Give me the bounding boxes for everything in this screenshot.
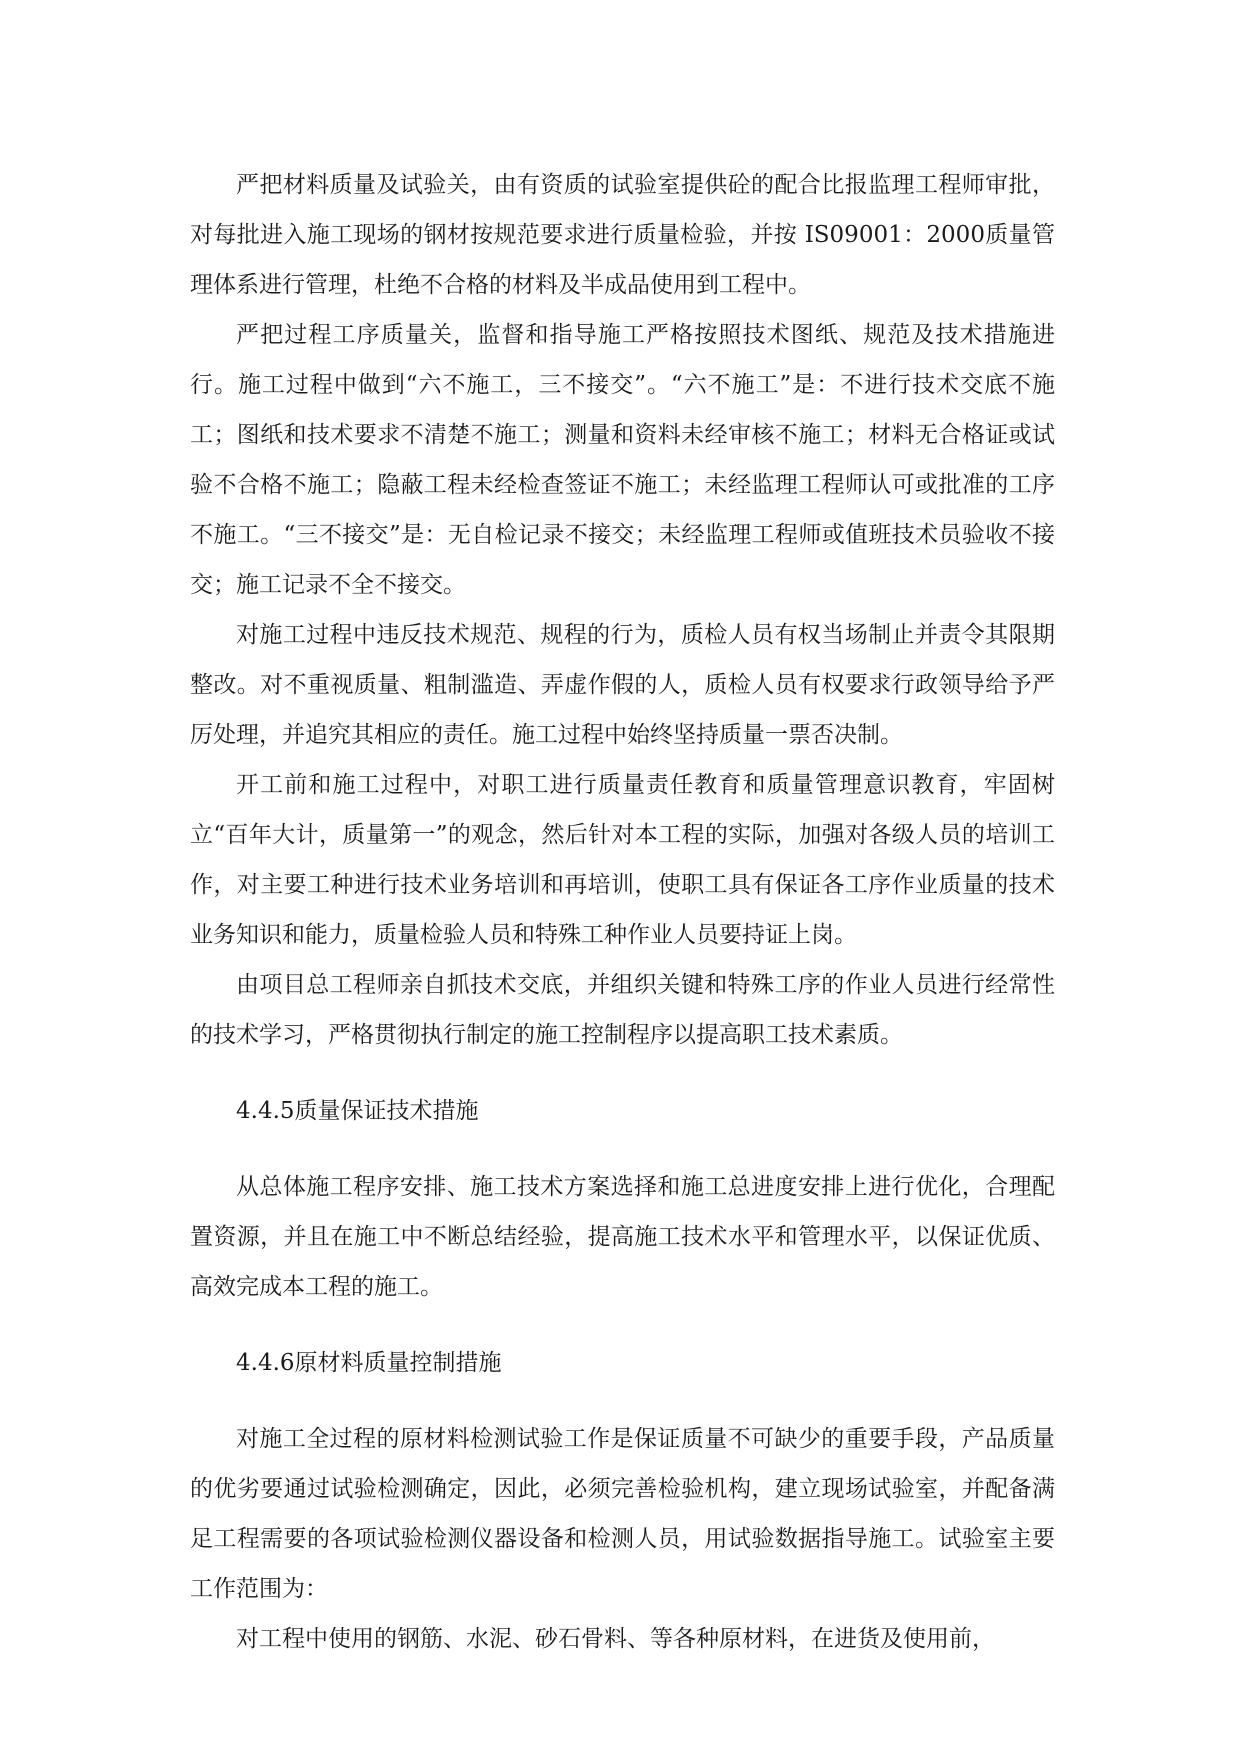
paragraph-raw-materials: 对工程中使用的钢筋、水泥、砂石骨料、等各种原材料，在进货及使用前， [236, 1626, 995, 1652]
paragraph-optimization: 从总体施工程序安排、施工技术方案选择和施工总进度安排上进行优化，合理配置资源，并且在施工中不断总结经验，提高施工技术水平和管理水平，以保证优质、高效完成本工程的施工。 [190, 1174, 1055, 1300]
paragraph-process-quality: 严把过程工序质量关，监督和指导施工严格按照技术图纸、规范及技术措施进行。施工过程中做到“六不施工，三不接交”。“六不施工”是：不进行技术交底不施工；图纸和技术要求不清楚不施工；测量和资料未经审核不施工；材料无合格证或试验不合格不施工；隐蔽工程未经检查签证不施工；未经监理工程师认可或批准的工序不施工。“三不接交”是：无自检记录不接交；未经监理工程师或值班技术员验收不接交；施工记录不全不接交。 [190, 322, 1055, 598]
section-heading-4-4-5: 4.4.5质量保证技术措施 [236, 1098, 479, 1124]
paragraph-staff-training: 开工前和施工过程中，对职工进行质量责任教育和质量管理意识教育，牢固树立“百年大计，质量第一”的观念，然后针对本工程的实际，加强对各级人员的培训工作，对主要工种进行技术业务培训和再培训，使职工具有保证各工序作业质量的技术业务知识和能力，质量检验人员和特殊工种作业人员要持证上岗。 [190, 772, 1055, 948]
paragraph-violation-handling: 对施工过程中违反技术规范、规程的行为，质检人员有权当场制止并责令其限期整改。对不重视质量、粗制滥造、弄虚作假的人，质检人员有权要求行政领导给予严厉处理，并追究其相应的责任。施工过程中始终坚持质量一票否决制。 [190, 622, 1055, 748]
paragraph-technical-disclosure: 由项目总工程师亲自抓技术交底，并组织关键和特殊工序的作业人员进行经常性的技术学习，严格贯彻执行制定的施工控制程序以提高职工技术素质。 [190, 972, 1055, 1048]
document-body [190, 160, 1055, 1664]
section-heading-4-4-6: 4.4.6原材料质量控制措施 [236, 1350, 502, 1376]
paragraph-material-quality: 严把材料质量及试验关，由有资质的试验室提供砼的配合比报监理工程师审批，对每批进入施工现场的钢材按规范要求进行质量检验，并按 IS09001：2000质量管理体系进行管理，杜绝不合格的材料及半成品使用到工程中。 [190, 172, 1055, 298]
paragraph-testing-work: 对施工全过程的原材料检测试验工作是保证质量不可缺少的重要手段，产品质量的优劣要通过试验检测确定，因此，必须完善检验机构，建立现场试验室，并配备满足工程需要的各项试验检测仪器设备和检测人员，用试验数据指导施工。试验室主要工作范围为： [190, 1426, 1055, 1602]
